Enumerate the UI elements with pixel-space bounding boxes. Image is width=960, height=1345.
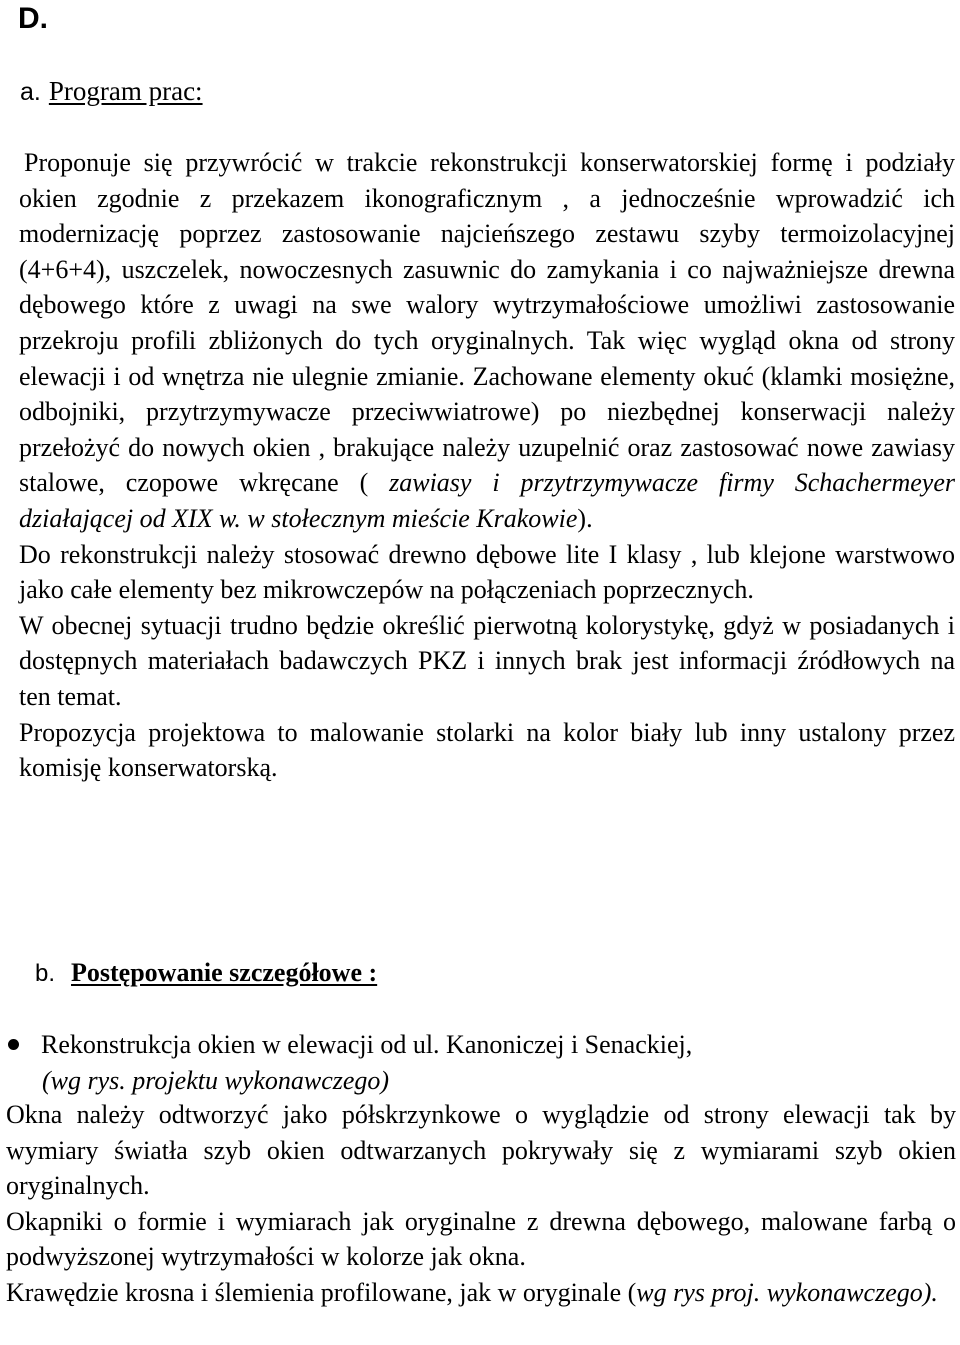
paragraph-b3-italic: wg rys proj. wykonawczego). <box>636 1277 938 1307</box>
bullet-item-text: Rekonstrukcja okien w elewacji od ul. Kanoniczej i Senackiej, <box>41 1030 693 1059</box>
section-letter: D. <box>18 2 48 35</box>
bullet-item-reference: (wg rys. projektu wykonawczego) <box>42 1066 390 1095</box>
paragraph-b1: Okna należy odtworzyć jako półskrzynkowe o wyglądzie od strony elewacji tak by wymiary światła szyb okien odtwarzanych pokrywały się z wymiarami szyb okien oryginalnych. <box>6 1100 956 1200</box>
paragraph-a1 <box>19 145 955 537</box>
paragraph-a1-text: Proponuje się przywrócić w trakcie rekonstrukcji konserwatorskiej formę i podziały okien zgodnie z przekazem ikonograficznym , a jednocześnie wprowadzić ich modernizację poprzez zastosowanie najcieńszego zestawu szyby termoizolacyjnej (4+6+4), uszczelek, nowoczesnych zasuwnic do zamykania i co najważniejsze drewna dębowego które z uwagi na swe walory wytrzymałościowe umożliwi zastosowanie przekroju profili zbliżonych do tych oryginalnych. Tak więc wygląd okna od strony elewacji i od wnętrza nie ulegnie zmianie. Zachowane elementy okuć (klamki mosiężne, odbojniki, przytrzymywacze przeciwwiatrowe) po niezbędnej konserwacji należy przełożyć do nowych okien , brakujące należy uzupelnić oraz zastosować nowe zawiasy stalowe, czopowe wkręcane ( <box>19 148 955 498</box>
paragraph-b2: Okapniki o formie i wymiarach jak oryginalne z drewna dębowego, malowane farbą o podwyższonej wytrzymałości w kolorze jak okna. <box>6 1206 956 1271</box>
bullet-item <box>8 1027 692 1063</box>
heading-b-marker: b. <box>35 960 56 987</box>
paragraph-a1-italic: zawiasy i przytrzymywacze firmy Schachermeyer działającej od XIX w. w stołecznym mieście Krakowie <box>19 468 955 533</box>
paragraph-a3: W obecnej sytuacji trudno będzie określić pierwotną kolorystykę, gdyż w posiadanych i dostępnych materiałach badawczych PKZ i innych brak jest informacji źródłowych na ten temat. <box>19 610 955 711</box>
paragraph-a2: Do rekonstrukcji należy stosować drewno dębowe lite I klasy , lub klejone warstwowo jako całe elementy bez mikrowczepów na połączeniach poprzecznych. <box>19 539 955 605</box>
heading-program-prac <box>20 74 203 109</box>
heading-a-title: Program prac: <box>48 76 203 106</box>
heading-postepowanie <box>35 956 377 991</box>
paragraph-a4: Propozycja projektowa to malowanie stolarki na kolor biały lub inny ustalony przez komisję konserwatorską. <box>19 717 955 783</box>
paragraph-b3-text: Krawędzie krosna i ślemienia profilowane, jak w oryginale ( <box>6 1277 637 1307</box>
heading-b-title: Postępowanie szczegółowe : <box>71 958 378 987</box>
program-prac-body <box>19 145 955 786</box>
paragraph-b3 <box>6 1275 956 1311</box>
paragraph-a1-end: ). <box>577 503 593 533</box>
bullet-dot-icon <box>8 1039 19 1050</box>
heading-a-marker: a. <box>20 78 41 106</box>
postepowanie-body <box>6 1097 956 1310</box>
